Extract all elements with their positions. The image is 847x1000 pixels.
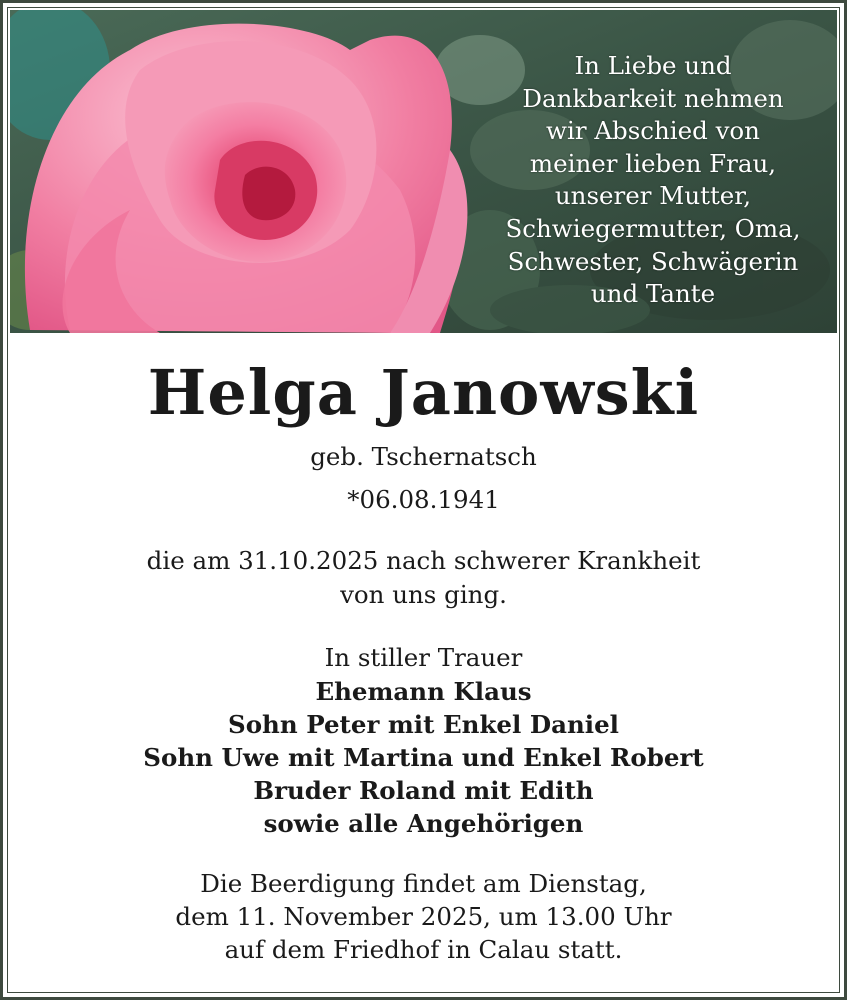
- header-intro-text: [483, 50, 823, 311]
- header-line: In Liebe und: [574, 51, 732, 80]
- funeral-text-line: dem 11. November 2025, um 13.00 Uhr: [175, 902, 672, 931]
- birth-name: geb. Tschernatsch: [310, 442, 537, 471]
- mourner-entry: Ehemann Klaus: [315, 677, 532, 706]
- funeral-text-line: auf dem Friedhof in Calau statt.: [224, 935, 623, 964]
- rose-photo: [10, 10, 837, 333]
- mourner-entry: Sohn Uwe mit Martina und Enkel Robert: [143, 743, 704, 772]
- deceased-name: Helga Janowski: [147, 356, 700, 429]
- mourners-intro: In stiller Trauer: [324, 643, 523, 672]
- mourner-entry: sowie alle Angehörigen: [263, 809, 584, 838]
- death-text-line: von uns ging.: [340, 580, 507, 609]
- mourner-entry: Sohn Peter mit Enkel Daniel: [228, 710, 619, 739]
- birth-date: *06.08.1941: [347, 485, 500, 514]
- header-line: unserer Mutter,: [554, 181, 752, 211]
- header-line: meiner lieben Frau,: [529, 148, 777, 178]
- header-line: Schwiegermutter, Oma,: [505, 213, 801, 243]
- header-line: Schwester, Schwägerin: [507, 246, 799, 276]
- funeral-text-line: Die Beerdigung findet am Dienstag,: [200, 869, 647, 898]
- header-line: und Tante: [590, 279, 716, 309]
- header-line: wir Abschied von: [546, 116, 760, 146]
- death-text-line: die am 31.10.2025 nach schwerer Krankheit: [146, 546, 701, 575]
- header-line: Dankbarkeit nehmen: [522, 83, 784, 113]
- mourner-entry: Bruder Roland mit Edith: [253, 776, 594, 805]
